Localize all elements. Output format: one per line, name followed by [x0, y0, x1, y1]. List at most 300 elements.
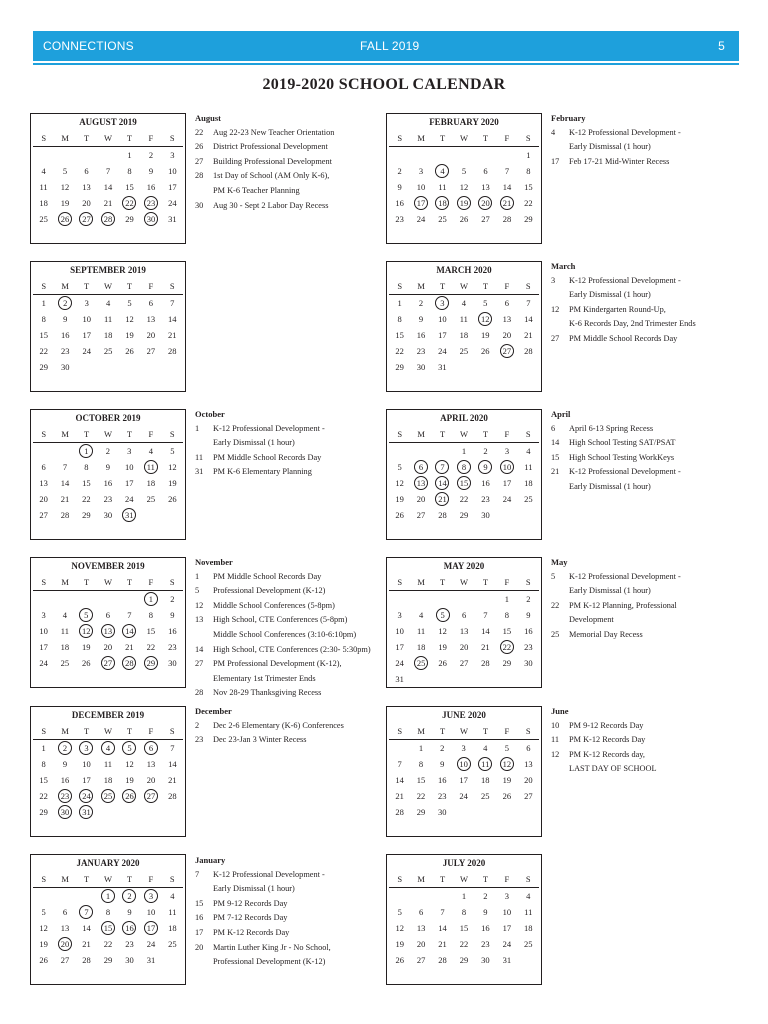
day-cell: 17	[39, 642, 48, 652]
day-cell: 9	[127, 907, 132, 917]
empty-cell	[496, 820, 518, 836]
empty-cell	[140, 359, 161, 375]
day-cell: 29	[502, 658, 512, 668]
empty-cell	[119, 591, 141, 607]
day-cell: 17	[82, 330, 91, 340]
empty-cell	[475, 968, 496, 984]
day-cell: 21	[524, 330, 533, 340]
note-day: 22	[195, 127, 204, 137]
day-cell: 14	[481, 626, 490, 636]
note-text: K-12 Professional Development -	[569, 275, 681, 285]
note-text: K-12 Professional Development -	[569, 571, 681, 581]
day-cell: 20	[416, 939, 426, 949]
empty-cell	[119, 359, 140, 375]
day-cell: 1	[41, 743, 46, 753]
circled-day: 22	[500, 640, 514, 654]
day-cell: 29	[459, 510, 469, 520]
day-cell: 8	[41, 759, 46, 769]
day-cell: 5	[127, 298, 132, 308]
note-day: 4	[551, 127, 556, 137]
day-cell: 8	[127, 166, 132, 176]
day-cell: 9	[170, 610, 175, 620]
calendar-may-2020	[386, 557, 542, 688]
note-item	[195, 911, 375, 926]
empty-cell	[410, 888, 431, 904]
empty-cell	[33, 968, 54, 984]
day-cell: 8	[418, 759, 424, 769]
day-cell: 28	[60, 510, 70, 520]
day-cell: 23	[103, 494, 113, 504]
day-cell: 2	[170, 594, 175, 604]
empty-cell	[54, 147, 76, 163]
day-cell: 29	[39, 807, 48, 817]
weekday-label: S	[169, 429, 175, 439]
day-cell: 21	[103, 198, 113, 208]
note-text: K-12 Professional Development -	[569, 467, 681, 477]
weekday-label: T	[126, 133, 133, 143]
day-cell: 6	[461, 610, 467, 620]
weekday-label: M	[61, 281, 69, 291]
day-cell: 3	[127, 446, 132, 456]
empty-cell	[389, 740, 410, 756]
empty-cell	[119, 820, 141, 836]
day-cell: 19	[438, 642, 447, 652]
day-cell: 9	[418, 314, 424, 324]
day-cell: 9	[483, 907, 488, 917]
month-name: OCTOBER 2019	[75, 413, 141, 423]
empty-cell	[162, 359, 183, 375]
note-day	[551, 762, 569, 777]
day-cell: 13	[82, 182, 91, 192]
note-item	[195, 657, 380, 672]
day-cell: 16	[146, 182, 156, 192]
day-cell: 20	[146, 775, 156, 785]
day-cell: 23	[481, 939, 490, 949]
note-item	[551, 480, 731, 495]
notes-august	[195, 111, 375, 213]
day-cell: 16	[416, 330, 426, 340]
day-cell: 25	[438, 214, 447, 224]
day-cell: 2	[105, 446, 110, 456]
day-cell: 17	[82, 775, 91, 785]
circled-day: 4	[101, 741, 115, 755]
note-day: 27	[551, 333, 560, 343]
circled-day: 2	[122, 889, 136, 903]
note-item	[195, 599, 380, 614]
note-text: April 6-13 Spring Recess	[569, 423, 654, 433]
day-cell: 6	[41, 462, 46, 472]
note-day: 1	[195, 423, 200, 433]
circled-day: 25	[101, 789, 115, 803]
note-text: PM K-6 Elementary Planning	[213, 467, 312, 477]
day-cell: 16	[481, 923, 490, 933]
day-cell: 16	[481, 478, 490, 488]
day-cell: 7	[127, 610, 132, 620]
day-cell	[54, 804, 76, 820]
day-cell: 15	[146, 626, 156, 636]
day-cell: 20	[459, 642, 469, 652]
day-cell	[453, 756, 475, 772]
circled-day: 29	[144, 656, 158, 670]
note-day: 22	[551, 600, 560, 610]
day-cell: 8	[41, 314, 46, 324]
note-item	[195, 941, 375, 956]
day-cell: 1	[127, 150, 132, 160]
day-cell: 8	[148, 610, 154, 620]
day-cell: 1	[418, 743, 424, 753]
empty-cell	[33, 671, 54, 687]
day-cell: 25	[481, 791, 490, 801]
day-cell: 27	[146, 346, 156, 356]
day-cell: 22	[39, 346, 48, 356]
empty-cell	[76, 147, 98, 163]
day-cell: 30	[125, 955, 134, 965]
day-cell: 21	[395, 791, 404, 801]
day-cell: 16	[60, 775, 70, 785]
weekday-label: F	[504, 577, 510, 587]
weekday-label: T	[126, 281, 133, 291]
day-cell: 11	[39, 182, 48, 192]
day-cell	[496, 195, 518, 211]
note-day	[195, 955, 213, 970]
day-cell	[140, 591, 162, 607]
circled-day: 17	[144, 921, 158, 935]
day-cell: 14	[438, 923, 447, 933]
circled-day: 28	[101, 212, 115, 226]
empty-cell	[453, 671, 474, 687]
day-cell: 9	[440, 759, 445, 769]
note-text: LAST DAY OF SCHOOL	[569, 764, 657, 774]
circled-day: 21	[500, 196, 514, 210]
circled-day: 13	[101, 624, 115, 638]
day-cell: 5	[397, 462, 402, 472]
circled-day: 1	[79, 444, 93, 458]
note-text: Memorial Day Recess	[569, 629, 643, 639]
day-cell: 9	[105, 462, 110, 472]
empty-cell	[33, 820, 54, 836]
day-cell: 7	[170, 743, 175, 753]
day-cell	[432, 459, 454, 475]
note-text: PM Kindergarten Round-Up,	[569, 304, 666, 314]
day-cell: 29	[125, 214, 134, 224]
day-cell	[76, 211, 98, 227]
month-name: MAY 2020	[443, 561, 485, 571]
weekday-label: M	[417, 133, 425, 143]
empty-cell	[162, 375, 183, 391]
note-day: 23	[195, 735, 204, 745]
empty-cell	[496, 671, 518, 687]
weekday-label: F	[148, 874, 154, 884]
note-item	[195, 613, 380, 628]
note-item	[195, 451, 375, 466]
day-cell: 13	[416, 923, 426, 933]
day-cell: 24	[502, 939, 512, 949]
weekday-label: M	[417, 726, 425, 736]
notes-month-title: December	[195, 706, 232, 716]
empty-cell	[76, 359, 97, 375]
day-cell: 13	[524, 759, 533, 769]
empty-cell	[140, 523, 162, 539]
circled-day: 3	[435, 296, 449, 310]
calendar-july-2020	[386, 854, 542, 985]
weekday-label: F	[504, 133, 510, 143]
circled-day: 28	[122, 656, 136, 670]
empty-cell	[410, 523, 432, 539]
day-cell	[475, 459, 497, 475]
note-day: 17	[195, 927, 204, 937]
note-item	[551, 748, 731, 763]
circled-day: 12	[478, 312, 492, 326]
note-text: PM K-12 Records Day	[569, 735, 646, 745]
note-text: Early Dismissal (1 hour)	[569, 481, 651, 491]
weekday-label: W	[104, 281, 113, 291]
day-cell	[97, 888, 119, 904]
empty-cell	[496, 375, 518, 391]
note-text: Dec 2-6 Elementary (K-6) Conferences	[213, 720, 344, 730]
day-cell: 19	[60, 198, 70, 208]
day-cell: 29	[82, 510, 91, 520]
note-day: 13	[195, 615, 204, 625]
day-cell: 12	[125, 759, 134, 769]
day-cell: 19	[395, 939, 404, 949]
day-cell	[119, 740, 141, 756]
day-cell: 19	[395, 494, 404, 504]
day-cell: 12	[60, 182, 70, 192]
weekday-label: W	[460, 281, 469, 291]
day-cell: 14	[502, 182, 512, 192]
weekday-label: T	[439, 726, 446, 736]
day-cell: 24	[146, 939, 156, 949]
empty-cell	[518, 820, 539, 836]
note-item	[551, 126, 731, 141]
circled-day: 31	[79, 805, 93, 819]
day-cell: 12	[459, 182, 469, 192]
day-cell	[496, 459, 518, 475]
note-text: High School, CTE Conferences (2:30- 5:30pm)	[213, 644, 371, 654]
day-cell: 31	[168, 214, 177, 224]
note-text: Martin Luther King Jr - No School,	[213, 942, 331, 952]
note-text: High School, CTE Conferences (5-8pm)	[213, 615, 348, 625]
day-cell: 10	[39, 626, 48, 636]
note-item	[195, 955, 375, 970]
empty-cell	[162, 523, 183, 539]
day-cell: 10	[502, 907, 512, 917]
day-cell: 30	[481, 955, 490, 965]
empty-cell	[432, 375, 454, 391]
weekday-label: S	[169, 874, 175, 884]
circled-day: 23	[144, 196, 158, 210]
circled-day: 10	[500, 460, 514, 474]
circled-day: 2	[58, 296, 72, 310]
day-cell	[432, 607, 454, 623]
circled-day: 7	[79, 905, 93, 919]
day-cell: 1	[41, 298, 46, 308]
day-cell	[97, 788, 119, 804]
note-day: 5	[195, 586, 200, 596]
empty-cell	[475, 671, 496, 687]
day-cell: 31	[438, 362, 447, 372]
empty-cell	[162, 968, 183, 984]
circled-day: 26	[58, 212, 72, 226]
notes-month-title: January	[195, 855, 226, 865]
empty-cell	[54, 671, 75, 687]
note-text: PM 7-12 Records Day	[213, 913, 288, 923]
notes-month-title: November	[195, 557, 233, 567]
day-cell: 30	[103, 510, 113, 520]
day-cell: 11	[459, 314, 468, 324]
day-cell: 26	[395, 955, 404, 965]
page-title: 2019-2020 SCHOOL CALENDAR	[262, 76, 506, 93]
day-cell	[453, 475, 475, 491]
weekday-label: W	[104, 726, 113, 736]
day-cell: 14	[168, 759, 177, 769]
calendar-november-2019	[30, 557, 186, 688]
day-cell	[474, 311, 496, 327]
day-cell: 20	[82, 198, 91, 208]
circled-day: 30	[144, 212, 158, 226]
weekday-label: T	[83, 133, 90, 143]
day-cell	[54, 295, 76, 311]
empty-cell	[54, 523, 75, 539]
empty-cell	[453, 147, 475, 163]
page-number: 5	[718, 39, 725, 53]
day-cell: 27	[481, 214, 490, 224]
empty-cell	[97, 375, 118, 391]
month-name: APRIL 2020	[440, 413, 488, 423]
day-cell: 4	[105, 298, 111, 308]
notes-month-title: May	[551, 557, 568, 567]
day-cell: 18	[168, 923, 177, 933]
calendar-september-2019	[30, 261, 186, 392]
note-day: 15	[551, 452, 560, 462]
day-cell: 24	[459, 791, 468, 801]
day-cell	[54, 211, 76, 227]
note-item	[195, 436, 375, 451]
empty-cell	[518, 375, 539, 391]
day-cell: 28	[395, 807, 404, 817]
day-cell	[97, 211, 119, 227]
day-cell: 11	[60, 626, 69, 636]
day-cell: 13	[481, 182, 490, 192]
note-text: PM Middle School Records Day	[213, 452, 322, 462]
note-item	[195, 733, 375, 748]
note-text: Feb 17-21 Mid-Winter Recess	[569, 156, 670, 166]
day-cell: 5	[62, 166, 68, 176]
day-cell: 2	[483, 891, 488, 901]
note-text: Early Dismissal (1 hour)	[213, 438, 295, 448]
empty-cell	[97, 147, 119, 163]
day-cell: 27	[416, 510, 426, 520]
day-cell: 15	[416, 775, 426, 785]
calendar-april-2020	[386, 409, 542, 540]
day-cell: 11	[524, 907, 533, 917]
day-cell: 6	[105, 610, 110, 620]
empty-cell	[474, 804, 496, 820]
note-text: PM K-12 Records Day	[213, 927, 290, 937]
notes-june	[551, 704, 731, 777]
empty-cell	[496, 968, 517, 984]
weekday-label: S	[525, 281, 531, 291]
day-cell: 2	[440, 743, 445, 753]
day-cell: 27	[416, 955, 426, 965]
day-cell: 15	[125, 182, 134, 192]
weekday-label: M	[417, 281, 425, 291]
day-cell: 8	[526, 166, 531, 176]
day-cell: 14	[60, 478, 70, 488]
circled-day: 12	[79, 624, 93, 638]
empty-cell	[410, 443, 432, 459]
note-item	[551, 436, 731, 451]
note-day: 11	[195, 452, 203, 462]
empty-cell	[432, 820, 453, 836]
note-day: 16	[195, 913, 204, 923]
day-cell: 2	[418, 298, 424, 308]
circled-day: 19	[457, 196, 471, 210]
day-cell: 21	[60, 494, 70, 504]
day-cell: 29	[39, 362, 48, 372]
day-cell: 13	[39, 478, 48, 488]
empty-cell	[453, 968, 474, 984]
circled-day: 15	[101, 921, 115, 935]
day-cell: 21	[481, 642, 490, 652]
notes-month-title: October	[195, 409, 225, 419]
empty-cell	[410, 820, 431, 836]
empty-cell	[162, 804, 183, 820]
note-item	[551, 140, 731, 155]
weekday-label: W	[460, 429, 469, 439]
notes-april	[551, 407, 731, 495]
day-cell: 15	[39, 775, 48, 785]
note-item	[551, 317, 751, 332]
circled-day: 10	[457, 757, 471, 771]
month-name: DECEMBER 2019	[71, 710, 145, 720]
day-cell	[453, 195, 475, 211]
day-cell: 30	[168, 658, 177, 668]
empty-cell	[54, 968, 76, 984]
empty-cell	[432, 227, 454, 243]
circled-day: 26	[122, 789, 136, 803]
note-day: 2	[195, 720, 200, 730]
note-text: K-12 Professional Development -	[569, 127, 681, 137]
weekday-label: S	[525, 133, 531, 143]
weekday-label: M	[417, 577, 425, 587]
day-cell: 14	[168, 314, 177, 324]
empty-cell	[474, 820, 496, 836]
day-cell: 4	[526, 446, 531, 456]
day-cell: 20	[103, 642, 113, 652]
empty-cell	[432, 888, 453, 904]
empty-cell	[140, 968, 162, 984]
day-cell: 23	[125, 939, 134, 949]
day-cell: 30	[416, 362, 426, 372]
day-cell: 17	[125, 478, 134, 488]
day-cell: 25	[39, 214, 48, 224]
empty-cell	[474, 375, 496, 391]
day-cell: 18	[103, 330, 113, 340]
day-cell: 3	[504, 446, 510, 456]
day-cell	[119, 655, 141, 671]
note-day: 28	[195, 171, 204, 181]
day-cell: 27	[39, 510, 48, 520]
empty-cell	[518, 968, 539, 984]
day-cell: 15	[502, 626, 512, 636]
note-day: 11	[551, 735, 559, 745]
day-cell: 25	[146, 494, 156, 504]
day-cell: 20	[146, 330, 156, 340]
day-cell: 15	[524, 182, 533, 192]
day-cell: 23	[437, 791, 447, 801]
day-cell	[432, 163, 454, 179]
